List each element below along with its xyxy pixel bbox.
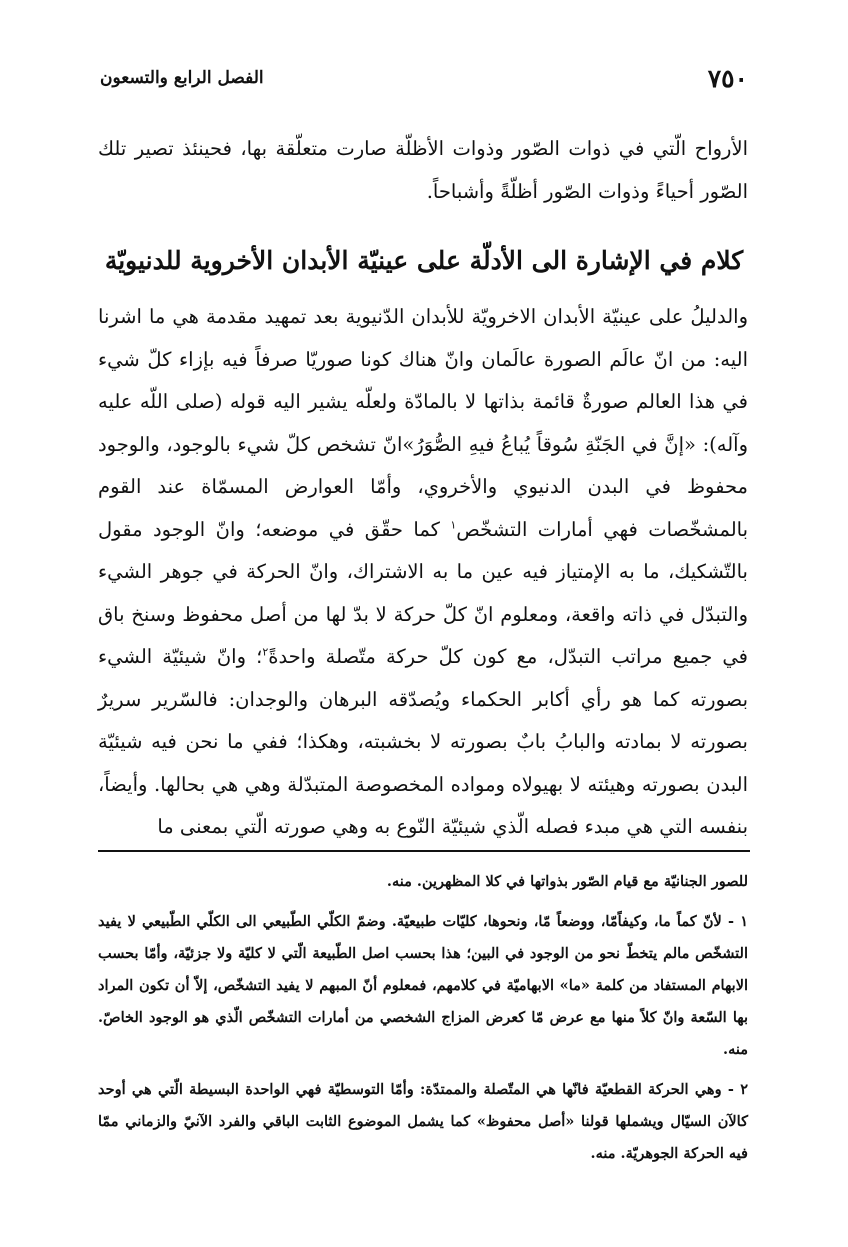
footnote-ref-1: ١	[450, 518, 457, 531]
page-header	[100, 58, 748, 98]
main-paragraph-part-3: ؛ وانّ شيئيّة الشيء بصورته كما هو رأي أكابر الحكماء ويُصدّقه البرهان والوجدان: فالسّرير سريرٌ بصورته لا بمادته والبابُ بابٌ بصورته لا بخشبته، وهكذا؛ ففي ما نحن فيه شيئيّة البدن بصورته وهيئته لا بهيولاه ومواده المخصوصة المتبدّلة وهي هي بحالها. وأيضاً، بنفسه التي هي مبدء فصله الّذي شيئيّة النّوع به وهي صورته الّتي بمعنى ما	[98, 645, 748, 838]
footnote-ref-2: ٢	[262, 645, 269, 659]
intro-paragraph: الأرواح الّتي في ذوات الصّور وذوات الأظلّة صارت متعلّقة بها، فحينئذ تصير تلك الصّور أحياءً وذوات الصّور أظلّةً وأشباحاً.	[98, 137, 748, 203]
footnote-divider	[98, 850, 750, 852]
footnote-continuation: للصور الجنانيّة مع قيام الصّور بذواتها في كلا المظهرين. منه.	[386, 873, 748, 890]
footnotes	[98, 866, 748, 1178]
main-paragraph-part-1: والدليلُ على عينيّة الأبدان الاخرويّة للأبدان الدّنيوية بعد تمهيد مقدمة هي ما اشرنا اليه: من انّ عالَم الصورة عالَمان وانّ هناك كونا صوريّا صرفاً فيه بإزاء كلّ شيء في هذا العالم صورةٌ قائمة بذاتها لا بالمادّة ولعلّه يشير اليه قوله (صلى اللّه عليه وآله): «إنَّ في الجَنّةِ سُوقاً يُباعُ فيهِ الصُّوَرُ»انّ تشخص كلّ شيء بالوجود، والوجود محفوظ في البدن الدنيوي والأخروي، وأمّا العوارض المسمّاة عند القوم بالمشخّصات فهي أمارات التشخّص	[98, 305, 749, 541]
page-number: ٧٥٠	[707, 63, 748, 93]
footnote-2: ٢ - وهي الحركة القطعيّة فانّها هي المتّصلة والممتدّة: وأمّا التوسطيّة فهي الواحدة البسيطة الّتي هي أوحد كالآن السيّال ويشملها قولنا «أصل محفوظ» كما يشمل الموضوع الثابت الباقي والفرد الآنيّ والزماني ممّا فيه الحركة الجوهريّة. منه.	[98, 1081, 748, 1162]
footnote-1: ١ - لأنّ كماً ما، وكيفاًمّا، ووضعاً مّا، ونحوها، كليّات طبيعيّة. وضمّ الكلّي الطّبيعي الى الكلّي الطّبيعي لا يفيد التشخّص مالم يتخطّ نحو من الوجود في البين؛ هذا بحسب اصل الطّبيعة الّتي لا كليّة ولا جزئيّة، وأمّا بحسب الابهام المستفاد من كلمة «ما» الابهاميّة في كلامهم، فمعلوم أنّ المبهم لا يفيد التشخّص، إلاّ أن تكون المراد بها السّعة وانّ كلاً منها مع عرض مّا كعرض المزاج الشخصي من أمارات التشخّص الّذي هو الوجود الخاصّ. منه.	[98, 913, 748, 1058]
main-paragraph	[98, 296, 748, 849]
running-title: الفصل الرابع والتسعون	[100, 68, 264, 88]
main-paragraph-part-2: كما حقّق في موضعه؛ وانّ الوجود مقول بالتّشكيك، ما به الإمتياز فيه عين ما به الاشتراك، وانّ الحركة في جوهر الشيء والتبدّل في ذاته واقعة، ومعلوم انّ كلّ حركة لا بدّ لها من أصل محفوظ وسنخ باق في جميع مراتب التبدّل، مع كون كلّ حركة متّصلة واحدةً	[98, 517, 748, 668]
section-heading: كلام في الإشارة الى الأدلّة على عينيّة الأبدان الأخروية للدنيويّة	[104, 246, 744, 275]
